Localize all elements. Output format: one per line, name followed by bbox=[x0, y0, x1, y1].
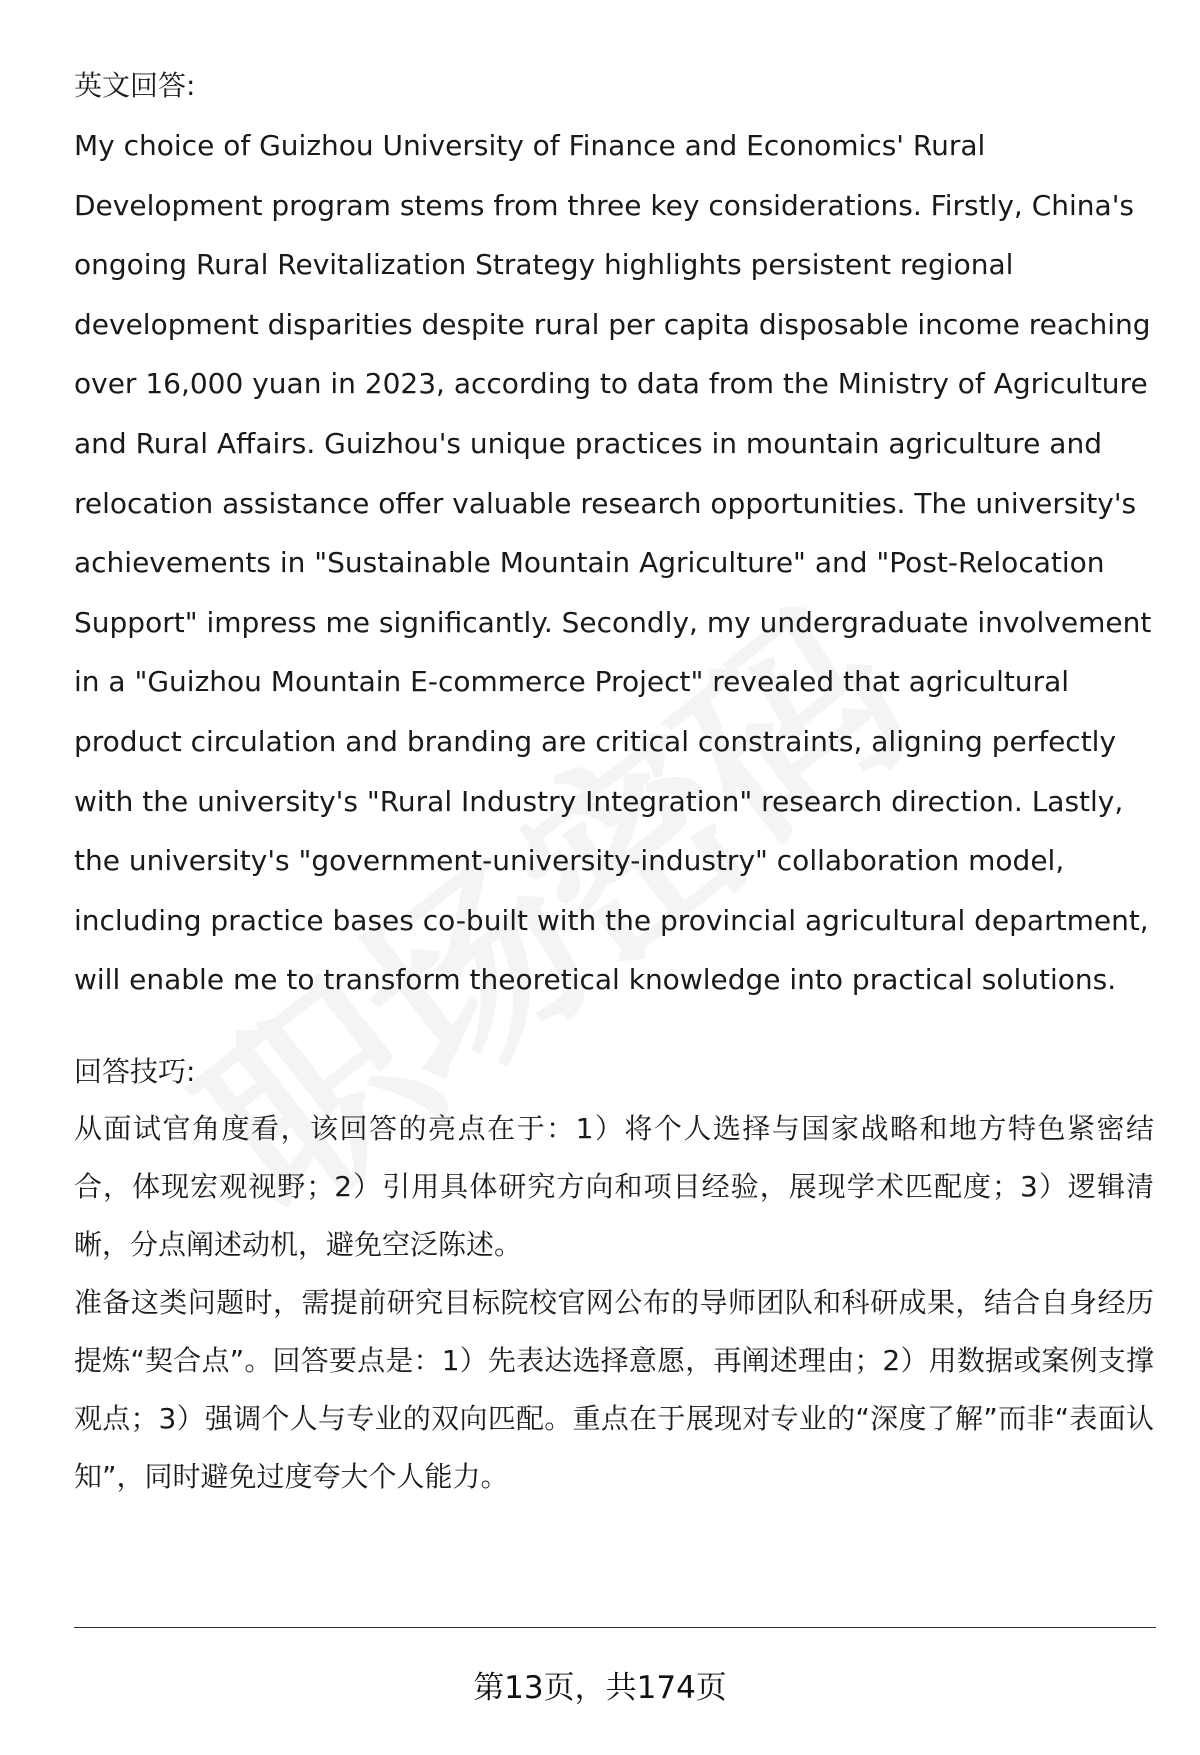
footer-divider bbox=[74, 1627, 1156, 1628]
english-answer-label: 英文回答: bbox=[74, 69, 196, 102]
tips-label: 回答技巧: bbox=[74, 1054, 196, 1088]
english-answer-text: My choice of Guizhou University of Finance and Economics' Rural Development program stems from three key considerations. Firstly, China's ongoing Rural Revitalization Strategy highlights persistent regional development disparities despite rural per capita disposable income reaching over 16,000 yuan in 2023, according to data from the Ministry of Agriculture and Rural Affairs. Guizhou's unique practices in mountain agriculture and relocation assistance offer valuable research opportunities. The university's achievements in "Sustainable Mountain Agriculture" and "Post-Relocation Support" impress me significantly. Secondly, my undergraduate involvement in a "Guizhou Mountain E-commerce Project" revealed that agricultural product circulation and branding are critical constraints, aligning perfectly with the university's "Rural Industry Integration" research direction. Lastly, the university's "government-university-industry" collaboration model, including practice bases co-built with the provincial agricultural department, will enable me to transform theoretical knowledge into practical solutions. bbox=[74, 129, 1152, 997]
tips-paragraph-1: 从面试官角度看，该回答的亮点在于：1）将个人选择与国家战略和地方特色紧密结合，体现宏观视野；2）引用具体研究方向和项目经验，展现学术匹配度；3）逻辑清晰，分点阐述动机，避免空泛陈述。 bbox=[74, 1111, 1154, 1261]
document-page bbox=[74, 64, 1154, 1506]
tips-paragraph-2: 准备这类问题时，需提前研究目标院校官网公布的导师团队和科研成果，结合自身经历提炼“契合点”。回答要点是：1）先表达选择意愿，再阐述理由；2）用数据或案例支撑观点；3）强调个人与专业的双向匹配。重点在于展现对专业的“深度了解”而非“表面认知”，同时避免过度夸大个人能力。 bbox=[74, 1285, 1154, 1493]
page-number: 第13页，共174页 bbox=[473, 1670, 727, 1706]
